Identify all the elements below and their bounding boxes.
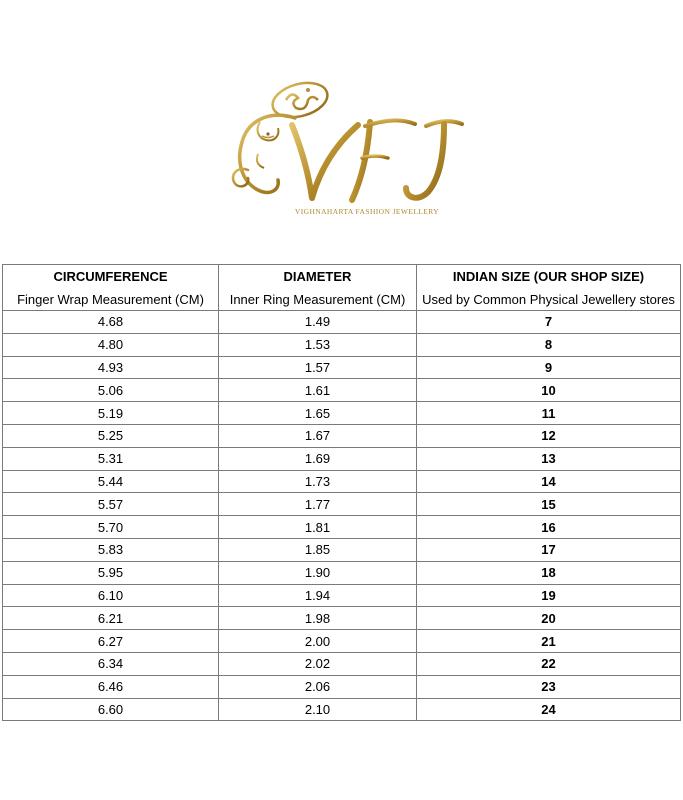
cell-circumference: 6.21 [3, 607, 219, 630]
cell-indian-size: 14 [417, 470, 681, 493]
brand-tagline: VIGHNAHARTA FASHION JEWELLERY [294, 207, 440, 216]
cell-circumference: 6.60 [3, 698, 219, 721]
table-row [3, 356, 681, 379]
cell-diameter: 2.00 [219, 630, 417, 653]
cell-indian-size: 17 [417, 538, 681, 561]
elephant-logo-icon [200, 70, 480, 230]
cell-indian-size: 8 [417, 333, 681, 356]
table-header-row [3, 265, 681, 289]
cell-indian-size: 11 [417, 402, 681, 425]
cell-diameter: 1.61 [219, 379, 417, 402]
table-row [3, 447, 681, 470]
cell-indian-size: 19 [417, 584, 681, 607]
table-row [3, 561, 681, 584]
cell-diameter: 2.06 [219, 675, 417, 698]
cell-diameter: 1.53 [219, 333, 417, 356]
cell-diameter: 1.85 [219, 538, 417, 561]
cell-indian-size: 12 [417, 424, 681, 447]
column-subheader-indian-size: Used by Common Physical Jewellery stores [417, 289, 681, 311]
cell-circumference: 5.70 [3, 516, 219, 539]
cell-diameter: 1.57 [219, 356, 417, 379]
cell-circumference: 6.27 [3, 630, 219, 653]
cell-circumference: 5.06 [3, 379, 219, 402]
table-row [3, 698, 681, 721]
cell-diameter: 1.77 [219, 493, 417, 516]
cell-diameter: 1.69 [219, 447, 417, 470]
cell-diameter: 1.65 [219, 402, 417, 425]
cell-indian-size: 18 [417, 561, 681, 584]
table-row [3, 630, 681, 653]
cell-diameter: 1.90 [219, 561, 417, 584]
cell-diameter: 1.98 [219, 607, 417, 630]
cell-circumference: 4.80 [3, 333, 219, 356]
table-row [3, 584, 681, 607]
cell-circumference: 5.44 [3, 470, 219, 493]
cell-diameter: 1.49 [219, 311, 417, 334]
cell-indian-size: 7 [417, 311, 681, 334]
table-subheader-row [3, 289, 681, 311]
cell-indian-size: 16 [417, 516, 681, 539]
cell-circumference: 5.57 [3, 493, 219, 516]
cell-indian-size: 22 [417, 652, 681, 675]
cell-indian-size: 10 [417, 379, 681, 402]
table-row [3, 470, 681, 493]
column-header-circumference: CIRCUMFERENCE [3, 265, 219, 289]
table-row [3, 311, 681, 334]
cell-circumference: 6.34 [3, 652, 219, 675]
table-row [3, 424, 681, 447]
cell-circumference: 5.19 [3, 402, 219, 425]
column-header-diameter: DIAMETER [219, 265, 417, 289]
cell-circumference: 5.83 [3, 538, 219, 561]
cell-circumference: 6.10 [3, 584, 219, 607]
cell-diameter: 1.67 [219, 424, 417, 447]
table-row [3, 333, 681, 356]
cell-indian-size: 9 [417, 356, 681, 379]
table-row [3, 493, 681, 516]
cell-diameter: 1.81 [219, 516, 417, 539]
table-row [3, 607, 681, 630]
brand-logo [200, 70, 480, 230]
cell-indian-size: 15 [417, 493, 681, 516]
cell-circumference: 5.25 [3, 424, 219, 447]
cell-circumference: 4.68 [3, 311, 219, 334]
cell-circumference: 4.93 [3, 356, 219, 379]
cell-circumference: 6.46 [3, 675, 219, 698]
column-subheader-diameter: Inner Ring Measurement (CM) [219, 289, 417, 311]
table-row [3, 402, 681, 425]
cell-diameter: 2.10 [219, 698, 417, 721]
cell-indian-size: 24 [417, 698, 681, 721]
table-row [3, 675, 681, 698]
cell-diameter: 2.02 [219, 652, 417, 675]
table-row [3, 538, 681, 561]
table-row [3, 516, 681, 539]
cell-diameter: 1.73 [219, 470, 417, 493]
cell-indian-size: 21 [417, 630, 681, 653]
cell-diameter: 1.94 [219, 584, 417, 607]
table-row [3, 652, 681, 675]
cell-indian-size: 20 [417, 607, 681, 630]
ring-size-table [2, 264, 681, 721]
cell-circumference: 5.31 [3, 447, 219, 470]
table-row [3, 379, 681, 402]
cell-indian-size: 13 [417, 447, 681, 470]
column-subheader-circumference: Finger Wrap Measurement (CM) [3, 289, 219, 311]
column-header-indian-size: INDIAN SIZE (OUR SHOP SIZE) [417, 265, 681, 289]
cell-indian-size: 23 [417, 675, 681, 698]
cell-circumference: 5.95 [3, 561, 219, 584]
